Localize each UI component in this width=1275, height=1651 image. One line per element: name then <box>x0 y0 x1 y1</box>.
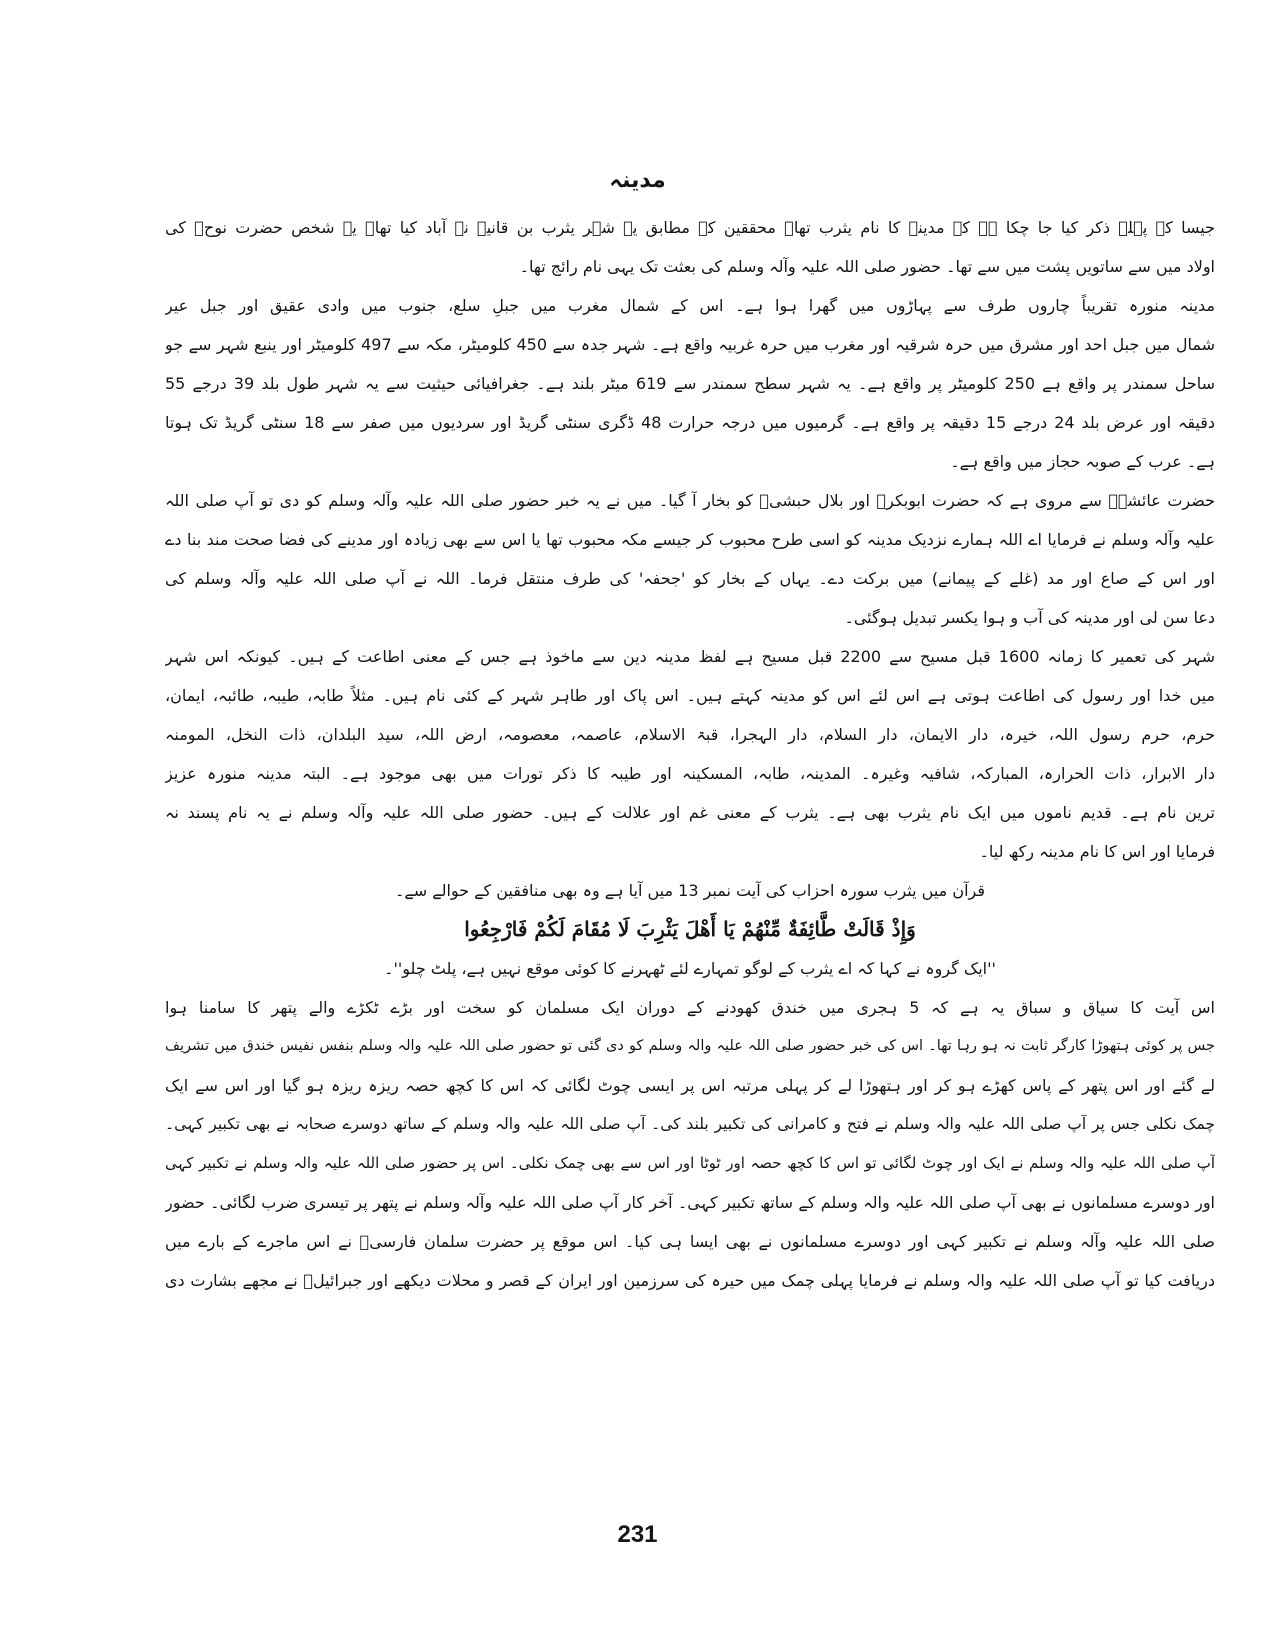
quran-reference-line: قرآن میں یثرب سورہ احزاب کی آیت نمبر 13 میں آیا ہے وہ بھی منافقین کے حوالے سے۔ <box>394 881 985 900</box>
text-line: لے گئے اور اس پتھر کے پاس کھڑے ہو کر اور ہتھوڑا لے کر پہلی مرتبہ اس پر ایسی چوٹ لگائی کہ اس کا کچھ حصہ ریزہ ریزہ ہو گیا اور اس سے ایک <box>165 1076 1215 1095</box>
text-line: حضرت عائشہؓ سے مروی ہے کہ حضرت ابوبکرؓ اور بلال حبشیؓ کو بخار آ گیا۔ میں نے یہ خبر حضور صلی اللہ علیہ وآلہ وسلم کو دی تو آپ صلی اللہ <box>165 491 1215 510</box>
text-line: دعا سن لی اور مدینہ کی آب و ہوا یکسر تبدیل ہوگئی۔ <box>844 608 1215 627</box>
text-line: جس پر کوئی ہتھوڑا کارگر ثابت نہ ہو رہا تھا۔ اس کی خبر حضور صلی اللہ علیہ والہ وسلم کو دی گئی تو حضور صلی اللہ علیہ والہ وسلم بنفس نفیس خندق میں تشریف <box>165 1038 1215 1054</box>
text-line: ترین نام ہے۔ قدیم ناموں میں ایک نام یثرب بھی ہے۔ یثرب کے معنی غم اور علالت کے ہیں۔ حضور صلی اللہ علیہ وآلہ وسلم نے یہ نام پسند نہ <box>165 803 1215 822</box>
text-line: آپ صلی اللہ علیہ والہ وسلم نے ایک اور چوٹ لگائی تو اس کا کچھ حصہ اور ٹوٹا اور اس سے بھی چمک نکلی۔ اس پر حضور صلی اللہ علیہ والہ وسلم نے تکبیر کہی <box>165 1154 1215 1172</box>
text-line: ساحل سمندر پر واقع ہے 250 کلومیٹر پر واقع ہے۔ یہ شہر سطح سمندر سے 619 میٹر بلند ہے۔ جغرافیائی حیثیت سے یہ شہر طول بلد 39 درجے 55 <box>165 374 1215 393</box>
text-line: اس آیت کا سیاق و سباق یہ ہے کہ 5 ہجری میں خندق کھودنے کے دوران ایک مسلمان کو سخت اور بڑے ٹکڑے والے پتھر کا سامنا ہوا <box>165 998 1215 1017</box>
text-line: جیسا کہ پہلے ذکر کیا جا چکا ہے کہ مدینہ کا نام یثرب تھا۔ محققین کے مطابق یہ شہر یثرب بن قانیہ نے آباد کیا تھا۔ یہ شخص حضرت نوحؑ کی <box>165 218 1215 237</box>
text-line: مدینہ منورہ تقریباً چاروں طرف سے پہاڑوں میں گھرا ہوا ہے۔ اس کے شمال مغرب میں جبلِ سلع، جنوب میں وادی عقیق اور جبل عیر <box>165 296 1215 315</box>
verse-translation: ''ایک گروہ نے کہا کہ اے یثرب کے لوگو تمہارے لئے ٹھہرنے کا کوئی موقع نہیں ہے، پلٹ چلو''۔ <box>384 959 996 978</box>
page-number: 231 <box>617 1521 658 1548</box>
quran-verse: وَإِذْ قَالَتْ طَّائِفَةٌ مِّنْهُمْ يَا أَهْلَ يَثْرِبَ لَا مُقَامَ لَكُمْ فَارْجِعُوا <box>464 917 916 941</box>
text-line: علیہ وآلہ وسلم نے فرمایا اے اللہ ہمارے نزدیک مدینہ کو اسی طرح محبوب کر جیسے مکہ محبوب تھا یا اس سے بھی زیادہ اور مدینے کی فضا صحت مند بنا دے <box>165 530 1215 549</box>
text-line: فرمایا اور اس کا نام مدینہ رکھ لیا۔ <box>979 842 1215 861</box>
text-line: دریافت کیا تو آپ صلی اللہ علیہ والہ وسلم نے فرمایا پہلی چمک میں حیرہ کی سرزمین اور ایران کے قصر و محلات دیکھے اور جبرائیلؑ نے مجھے بشارت دی <box>165 1271 1215 1290</box>
text-line: اولاد میں سے ساتویں پشت میں سے تھا۔ حضور صلی اللہ علیہ وآلہ وسلم کی بعثت تک یہی نام رائج تھا۔ <box>519 257 1215 276</box>
text-line: میں خدا اور رسول کی اطاعت ہوتی ہے اس لئے اس کو مدینہ کہتے ہیں۔ اس پاک اور طاہر شہر کے کئی نام ہیں۔ مثلاً طابہ، طیبہ، طائبہ، ایمان، <box>165 686 1215 705</box>
page-title: مدینہ <box>609 168 666 193</box>
text-line: صلی اللہ علیہ وآلہ وسلم نے تکبیر کہی اور دوسرے مسلمانوں نے بھی ایسا ہی کیا۔ اس موقع پر حضرت سلمان فارسیؓ نے اس ماجرے کے بارے میں <box>165 1232 1215 1251</box>
text-line: حرم، حرم رسول اللہ، خیرہ، دار الایمان، دار السلام، دار الہجرا، قبۃ الاسلام، عاصمہ، معصومہ، ارض اللہ، سید البلدان، ذات النخل، المومنہ <box>165 725 1215 744</box>
text-line: دار الابرار، ذات الحرارہ، المبارکہ، شافیہ وغیرہ۔ المدینہ، طابہ، المسکینہ اور طیبہ کا ذکر تورات میں بھی موجود ہے۔ البتہ مدینہ منورہ عزیز <box>165 764 1215 783</box>
text-line: اور دوسرے مسلمانوں نے بھی آپ صلی اللہ علیہ والہ وسلم کے ساتھ تکبیر کہی۔ آخر کار آپ صلی اللہ علیہ وآلہ وسلم نے پتھر پر تیسری ضرب لگائی۔ حضور <box>165 1193 1215 1212</box>
text-line: چمک نکلی جس پر آپ صلی اللہ علیہ والہ وسلم نے فتح و کامرانی کی تکبیر بلند کی۔ آپ صلی اللہ علیہ والہ وسلم کے ساتھ دوسرے صحابہ نے بھی تکبیر کہی۔ <box>165 1115 1215 1133</box>
text-line: شمال میں جبل احد اور مشرق میں حرہ شرقیہ اور مغرب میں حرہ غربیہ واقع ہے۔ شہر جدہ سے 450 کلومیٹر، مکہ سے 497 کلومیٹر اور ینبع شہر سے جو <box>165 335 1215 354</box>
text-line: شہر کی تعمیر کا زمانہ 1600 قبل مسیح سے 2200 قبل مسیح ہے لفظ مدینہ دین سے ماخوذ ہے جس کے معنی اطاعت کے ہیں۔ کیونکہ اس شہر <box>165 647 1215 666</box>
body-text <box>165 208 1215 1300</box>
text-line: ہے۔ عرب کے صوبہ حجاز میں واقع ہے۔ <box>950 452 1215 471</box>
text-line: اور اس کے صاع اور مد (غلے کے پیمانے) میں برکت دے۔ یہاں کے بخار کو 'جحفہ' کی طرف منتقل فرما۔ اللہ نے آپ صلی اللہ علیہ وآلہ وسلم کی <box>165 569 1215 588</box>
text-line: دقیقہ اور عرض بلد 24 درجے 15 دقیقہ پر واقع ہے۔ گرمیوں میں درجہ حرارت 48 ڈگری سنٹی گریڈ اور سردیوں میں صفر سے 18 سنٹی گریڈ تک ہوتا <box>165 413 1215 432</box>
